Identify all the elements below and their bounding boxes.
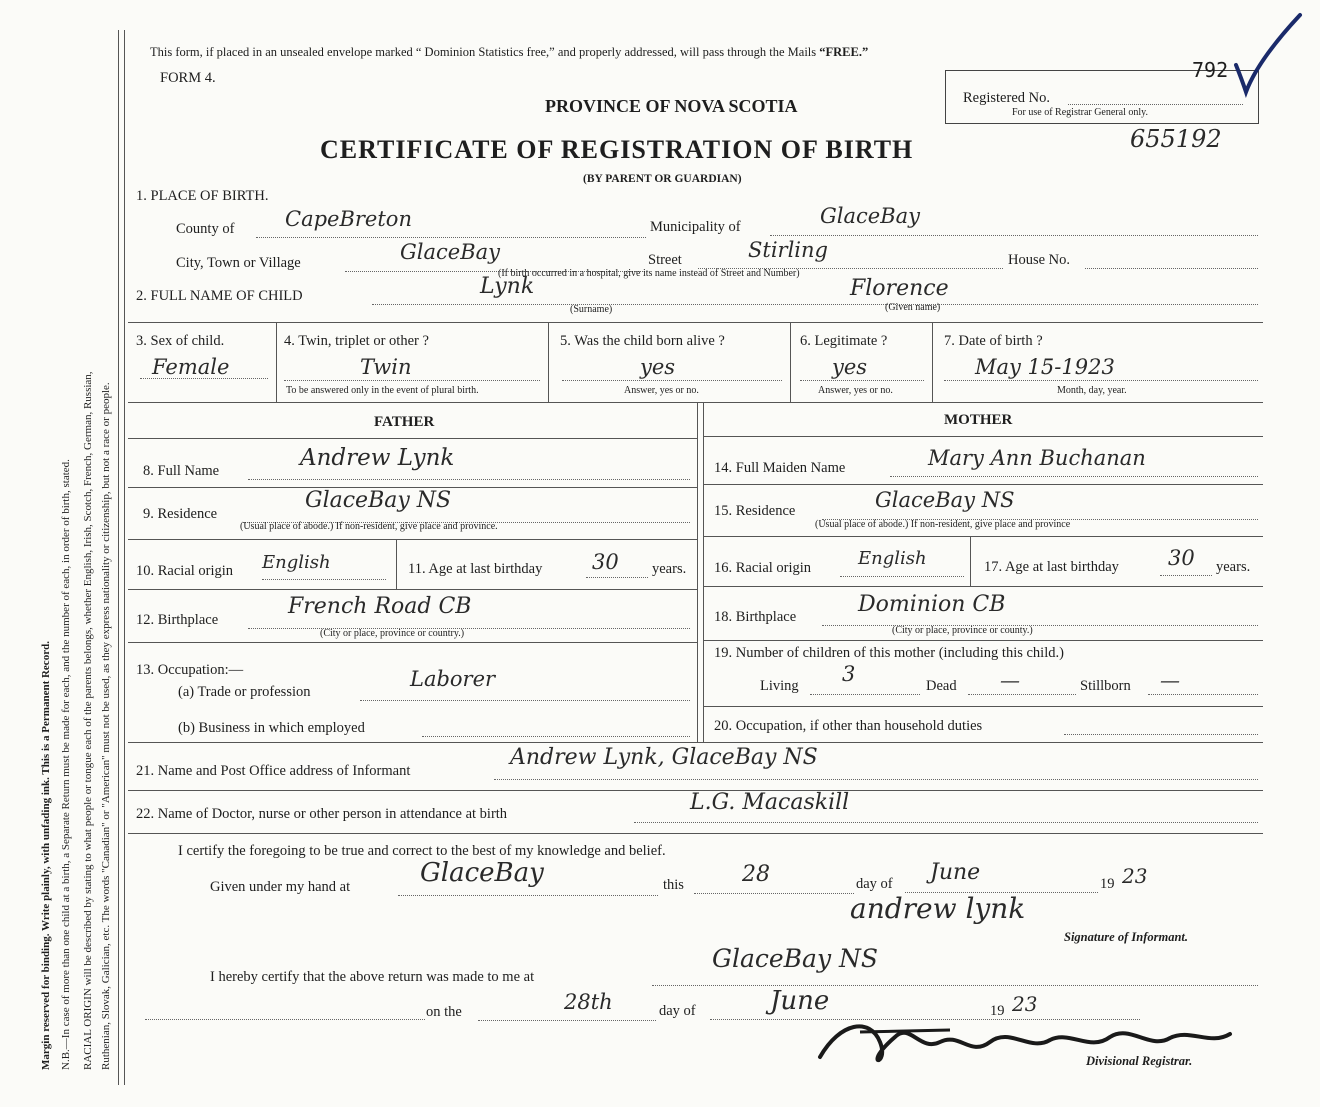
mother-age-label: 17. Age at last birthday	[984, 559, 1119, 575]
given-name-note: (Given name)	[885, 302, 941, 313]
street-label: Street	[648, 252, 682, 268]
margin-note-racial-origin-cont: Ruthenian, Slovak, Galician, etc. The words "Canadian" or "American" must not be used, as they express nationality or citizenship, but not a race or people.	[100, 382, 112, 1070]
registered-note: For use of Registrar General only.	[1012, 107, 1148, 118]
father-name-label: 8. Full Name	[143, 463, 220, 479]
doctor-value: L.G. Macaskill	[690, 790, 850, 815]
row-divider-1	[128, 322, 1263, 323]
on-the-label: on the	[426, 1004, 462, 1020]
mother-row-16-line	[703, 586, 1263, 587]
father-business-line	[422, 736, 690, 737]
house-number-line	[1085, 268, 1258, 269]
province-title: PROVINCE OF NOVA SCOTIA	[545, 96, 798, 116]
municipality-value: GlaceBay	[820, 204, 921, 228]
page-title: CERTIFICATE OF REGISTRATION OF BIRTH	[320, 135, 914, 164]
margin-note-racial-origin: RACIAL ORIGIN will be described by stating to what people or tongue each of the parents belongs, whether English, Irish, Scotch, French, German, Russian,	[82, 371, 94, 1070]
signature-label: Signature of Informant.	[1064, 930, 1188, 944]
parents-divider-right	[703, 402, 704, 742]
day-line	[694, 893, 854, 894]
stillborn-value: —	[1160, 668, 1180, 692]
registrar-label: Divisional Registrar.	[1086, 1054, 1193, 1068]
father-heading: FATHER	[374, 414, 435, 430]
county-value: CapeBreton	[285, 207, 412, 231]
father-occupation-label: 13. Occupation:—	[136, 662, 244, 678]
father-age-label: 11. Age at last birthday	[408, 561, 543, 577]
dob-note: Month, day, year.	[1057, 385, 1127, 396]
legitimate-value: yes	[832, 355, 868, 379]
registered-number: 792	[1192, 58, 1229, 82]
mother-row-18-line	[703, 640, 1263, 641]
alive-value: yes	[640, 355, 676, 379]
return-dayof-label: day of	[659, 1003, 696, 1019]
return-year-value: 23	[1012, 992, 1038, 1016]
mother-racial-value: English	[858, 548, 927, 569]
father-birthplace-line	[248, 628, 690, 629]
certify-text: I certify the foregoing to be true and correct to the best of my knowledge and belief.	[178, 843, 666, 859]
left-border	[118, 30, 119, 1085]
twin-label: 4. Twin, triplet or other ?	[284, 333, 429, 349]
twin-line	[284, 380, 540, 381]
mother-heading-line	[703, 436, 1263, 437]
city-value: GlaceBay	[400, 240, 501, 264]
father-residence-note: (Usual place of abode.) If non-resident, give place and province.	[240, 521, 498, 532]
sex-value: Female	[152, 355, 230, 379]
mother-row-15-line	[703, 536, 1263, 537]
col-divider-3	[276, 322, 277, 402]
mother-children-label: 19. Number of children of this mother (including this child.)	[714, 645, 1064, 661]
father-racial-value: English	[262, 552, 331, 573]
father-trade-line	[360, 700, 690, 701]
alive-note: Answer, yes or no.	[624, 385, 699, 396]
year-prefix: 19	[1100, 876, 1115, 892]
father-age-line	[586, 577, 648, 578]
col-divider-4	[548, 322, 549, 402]
mother-racial-line	[840, 576, 964, 577]
mother-name-value: Mary Ann Buchanan	[928, 446, 1146, 470]
check-mark-icon	[1228, 10, 1308, 100]
mail-notice	[150, 45, 868, 60]
twin-value: Twin	[360, 355, 412, 379]
mother-birthplace-line	[822, 625, 1258, 626]
mother-age-unit: years.	[1216, 559, 1251, 575]
father-heading-line	[128, 438, 697, 439]
alive-label: 5. Was the child born alive ?	[560, 333, 725, 349]
mother-birthplace-value: Dominion CB	[858, 592, 1006, 617]
father-trade-label: (a) Trade or profession	[178, 684, 311, 700]
municipality-line	[770, 235, 1258, 236]
father-name-value: Andrew Lynk	[300, 445, 455, 471]
row-divider-3	[128, 742, 1263, 743]
surname-note: (Surname)	[570, 304, 613, 315]
mother-birthplace-note: (City or place, province or county.)	[892, 625, 1033, 636]
father-birthplace-label: 12. Birthplace	[136, 612, 219, 628]
mother-residence-label: 15. Residence	[714, 503, 796, 519]
given-place-value: GlaceBay	[420, 858, 544, 888]
margin-note-multiple-births: N.B.—In case of more than one child at a birth, a Separate Return must be made for each, and the number of each, in order of birth, stated.	[60, 459, 72, 1070]
col-divider-6	[932, 322, 933, 402]
child-surname-value: Lynk	[480, 274, 535, 299]
mother-birthplace-label: 18. Birthplace	[714, 609, 797, 625]
street-value: Stirling	[748, 238, 828, 262]
mother-residence-note: (Usual place of abode.) If non-resident, give place and province	[815, 519, 1071, 530]
doctor-line	[634, 822, 1258, 823]
father-row-9-line	[128, 539, 697, 540]
given-place-line	[398, 895, 658, 896]
legitimate-line	[800, 380, 924, 381]
col-divider-5	[790, 322, 791, 402]
stillborn-label: Stillborn	[1080, 678, 1131, 694]
legitimate-note: Answer, yes or no.	[818, 385, 893, 396]
day-value: 28	[742, 862, 770, 887]
father-trade-value: Laborer	[410, 667, 496, 691]
sex-line	[140, 378, 268, 379]
informant-label: 21. Name and Post Office address of Informant	[136, 763, 411, 779]
mother-residence-value: GlaceBay NS	[875, 488, 1015, 512]
registered-line	[1068, 104, 1243, 105]
mother-age-line	[1160, 575, 1212, 576]
child-name-label: 2. FULL NAME OF CHILD	[136, 288, 303, 304]
child-given-value: Florence	[850, 276, 949, 301]
living-line	[810, 694, 920, 695]
registered-label: Registered No.	[963, 90, 1050, 106]
return-day-value: 28th	[564, 990, 613, 1014]
mother-row-19-line	[703, 706, 1263, 707]
mail-notice-free: “FREE.”	[819, 45, 869, 59]
mother-occupation-label: 20. Occupation, if other than household duties	[714, 718, 983, 734]
child-name-line	[372, 304, 1258, 305]
father-racial-line	[262, 579, 386, 580]
mother-name-label: 14. Full Maiden Name	[714, 460, 846, 476]
return-year-prefix: 19	[990, 1003, 1005, 1019]
father-birthplace-value: French Road CB	[288, 594, 472, 619]
legitimate-label: 6. Legitimate ?	[800, 333, 888, 349]
margin-note-binding: Margin reserved for binding. Write plainly, with unfading ink. This is a Permanent Record.	[40, 641, 52, 1070]
father-residence-label: 9. Residence	[143, 506, 218, 522]
father-birthplace-note: (City or place, province or country.)	[320, 628, 465, 639]
father-racial-label: 10. Racial origin	[136, 563, 234, 579]
father-racial-divider	[396, 539, 397, 589]
mother-age-value: 30	[1168, 546, 1195, 570]
return-day-line	[478, 1020, 656, 1021]
doctor-label: 22. Name of Doctor, nurse or other person in attendance at birth	[136, 806, 508, 822]
return-place-value: GlaceBay NS	[712, 944, 879, 973]
twin-note: To be answered only in the event of plural birth.	[286, 385, 479, 396]
sex-label: 3. Sex of child.	[136, 333, 225, 349]
father-business-label: (b) Business in which employed	[178, 720, 365, 736]
dayof-label: day of	[856, 876, 893, 892]
father-residence-value: GlaceBay NS	[305, 488, 452, 513]
on-the-leadin-line	[145, 1019, 425, 1020]
dob-line	[944, 380, 1258, 381]
city-label: City, Town or Village	[176, 255, 301, 271]
left-border-inner	[124, 30, 125, 1085]
row-divider-5	[128, 833, 1263, 834]
dob-label: 7. Date of birth ?	[944, 333, 1043, 349]
informant-line	[494, 779, 1258, 780]
mail-notice-text: This form, if placed in an unsealed envelope marked “ Dominion Statistics free,” and properly addressed, will pass through the Mails	[150, 45, 817, 59]
return-place-line	[652, 985, 1258, 986]
father-age-value: 30	[592, 550, 619, 574]
month-value: June	[930, 860, 981, 885]
year-value: 23	[1122, 864, 1148, 888]
municipality-label: Municipality of	[650, 219, 741, 235]
mother-racial-divider	[970, 536, 971, 586]
dead-line	[968, 694, 1076, 695]
living-label: Living	[760, 678, 799, 694]
page-subtitle: (BY PARENT OR GUARDIAN)	[583, 173, 742, 185]
father-age-unit: years.	[652, 561, 687, 577]
place-of-birth-heading: 1. PLACE OF BIRTH.	[136, 188, 269, 204]
stillborn-line	[1148, 694, 1258, 695]
mother-row-14-line	[703, 484, 1263, 485]
form-number: FORM 4.	[160, 70, 216, 86]
dob-value: May 15-1923	[975, 355, 1115, 379]
county-line	[256, 237, 646, 238]
father-name-line	[248, 479, 690, 480]
house-number-label: House No.	[1008, 252, 1071, 268]
informant-signature: andrew lynk	[850, 892, 1026, 925]
street-note: (If birth occurred in a hospital, give its name instead of Street and Number)	[498, 268, 800, 279]
row-divider-2	[128, 402, 1263, 403]
informant-value: Andrew Lynk, GlaceBay NS	[510, 745, 818, 770]
dead-label: Dead	[926, 678, 957, 694]
return-month-value: June	[770, 986, 830, 1016]
mother-heading: MOTHER	[944, 412, 1013, 428]
mother-occupation-line	[1064, 734, 1258, 735]
handwritten-number: 655192	[1130, 125, 1222, 153]
living-value: 3	[842, 662, 856, 686]
parents-divider-left	[697, 402, 698, 742]
alive-line	[562, 380, 782, 381]
father-row-10-line	[128, 589, 697, 590]
return-text: I hereby certify that the above return was made to me at	[210, 969, 535, 985]
county-label: County of	[176, 221, 235, 237]
mother-racial-label: 16. Racial origin	[714, 560, 812, 576]
this-label: this	[663, 877, 684, 893]
father-row-12-line	[128, 642, 697, 643]
dead-value: —	[1000, 668, 1020, 692]
given-under-label: Given under my hand at	[210, 879, 351, 895]
mother-name-line	[890, 476, 1258, 477]
